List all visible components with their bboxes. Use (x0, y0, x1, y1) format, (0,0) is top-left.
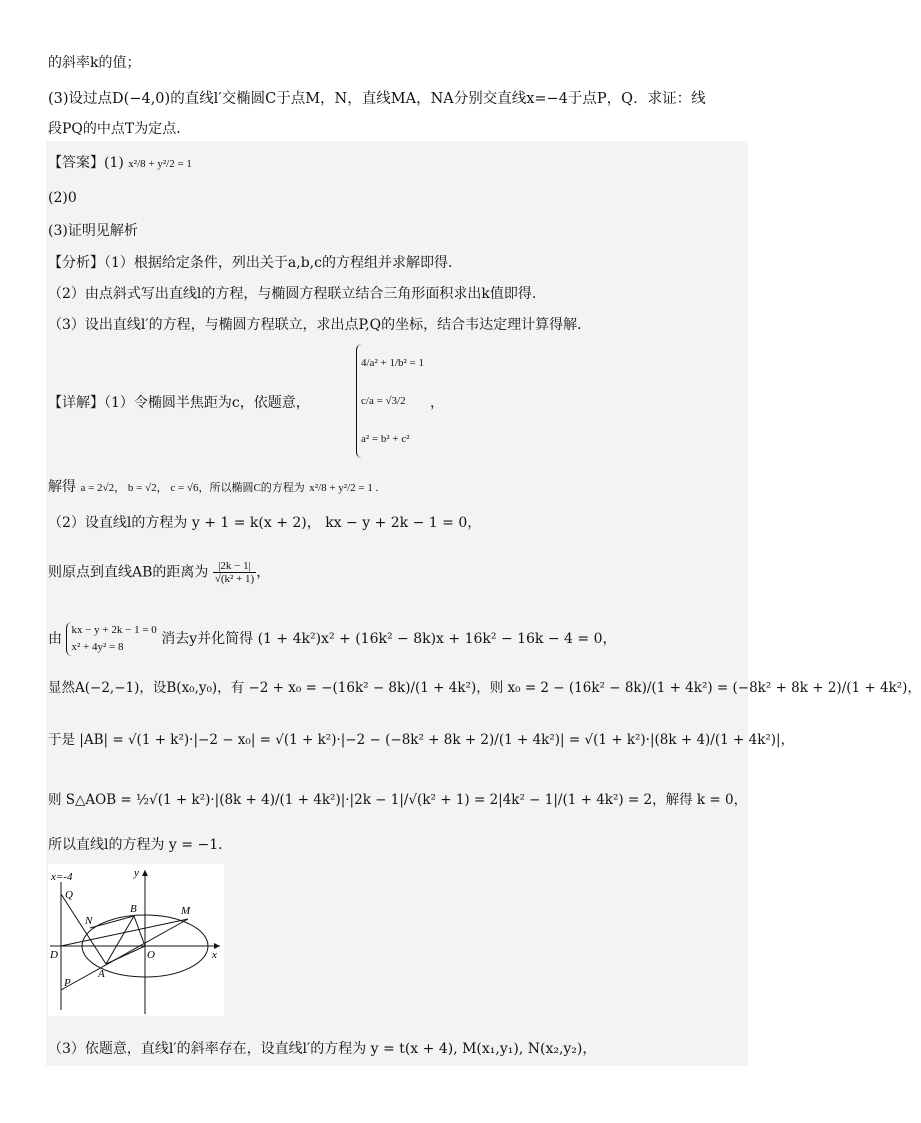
label-B: B (130, 903, 137, 915)
segment-NB (90, 916, 134, 928)
detail-heading: 【详解】（1）令椭圆半焦距为c，依题意， (48, 395, 310, 411)
solution-1 (48, 476, 378, 496)
part2-line-6: 则 S△AOB = ½√(1 + k²)·|(8k + 4)/(1 + 4k²)|·|2k − 1|/√(k² + 1) = 2|4k² − 1|/(1 + 4k²) = 2，解得 k = 0， (48, 792, 748, 808)
label-A: A (98, 968, 105, 980)
distance-numerator: |2k − 1| (213, 560, 256, 573)
part2-line-3 (48, 622, 617, 656)
solution-1-prefix: 解得 (48, 479, 76, 495)
part2-line-5: 于是 |AB| = √(1 + k²)·|−2 − x₀| = √(1 + k²)·|−2 − (−8k² + 8k + 2)/(1 + 4k²)| = √(1 + k²)·|(8k + 4)/(1 + 4k²)|， (48, 732, 795, 748)
part2-system-eq-1: kx − y + 2k − 1 = 0 (71, 624, 157, 636)
part2-line-2: 则原点到直线AB的距离为 $\frac{|2k - 1|}{\text{√(k² + 1)}}$ ， (48, 560, 271, 585)
y-axis-arrow (142, 870, 148, 876)
distance-text: 则原点到直线AB的距离为 (48, 564, 209, 581)
part2-line-3-prefix: 由 (48, 631, 62, 647)
ellipse-figure (48, 864, 224, 1016)
label-x: x (212, 949, 217, 961)
analysis-2: （2）由点斜式写出直线l的方程，与椭圆方程联立结合三角形面积求出k值即得． (48, 286, 546, 302)
label-y: y (134, 867, 139, 879)
label-O: O (147, 949, 155, 961)
analysis-heading: 【分析】（1）根据给定条件，列出关于a,b,c的方程组并求解即得． (48, 255, 462, 271)
label-N: N (85, 915, 93, 927)
part2-system-eq-2: x² + 4y² = 8 (71, 641, 124, 653)
part2-line-4: 显然A(−2,−1)，设B(x₀,y₀)，有 −2 + x₀ = −(16k² − 8k)/(1 + 4k²)，则 x₀ = 2 − (16k² − 8k)/(1 + 4k²) = (−8k² + 8k + 2)/(1 + 4k²)， (48, 680, 921, 696)
system-comma: ， (430, 395, 444, 411)
text-line-1: 的斜率k的值； (48, 55, 141, 71)
answer-3: (3)证明见解析 (48, 223, 138, 239)
solution-1-equation: x²/8 + y²/2 = 1 . (309, 482, 379, 494)
system-eq-2: c/a = √3/2 (361, 395, 406, 407)
system-of-equations (356, 344, 424, 458)
label-P: P (64, 977, 71, 989)
part3-line: （3）依题意，直线l′的斜率存在，设直线l′的方程为 y = t(x + 4), M(x₁,y₁), N(x₂,y₂)， (48, 1041, 597, 1057)
solution-1-values: a = 2√2， b = √2， c = √6，所以椭圆C的方程为 (80, 482, 305, 494)
answer-line (48, 152, 192, 172)
distance-denominator: √(k² + 1) (214, 573, 255, 585)
part2-system (66, 622, 156, 656)
system-eq-1: 4/a² + 1/b² = 1 (361, 357, 424, 369)
label-D: D (50, 949, 58, 961)
segment-BO (134, 916, 145, 946)
part2-line-7: 所以直线l的方程为 y = −1． (48, 837, 233, 853)
label-Q: Q (65, 889, 73, 901)
label-x-eq-minus-4: x=-4 (51, 871, 73, 883)
distance-fraction (213, 560, 256, 585)
ellipse-diagram (48, 864, 224, 1016)
part2-line-3-rest: 消去y并化简得 (1 + 4k²)x² + (16k² − 8k)x + 16k² − 16k − 4 = 0， (161, 631, 617, 647)
line-PM (61, 919, 188, 990)
system-eq-3: a² = b² + c² (361, 433, 410, 445)
answer-label: 【答案】(1) (48, 155, 124, 171)
label-M: M (181, 905, 191, 917)
text-line-3: 段PQ的中点T为定点． (48, 121, 191, 137)
text-line-2: (3)设过点D(−4,0)的直线l′交椭圆C于点M，N，直线MA，NA分别交直线x=−4于点P，Q．求证：线 (48, 91, 706, 107)
part2-line-1: （2）设直线l的方程为 y + 1 = k(x + 2)， kx − y + 2k − 1 = 0， (48, 515, 482, 531)
answer-2: (2)0 (48, 190, 77, 206)
analysis-3: （3）设出直线l′的方程，与椭圆方程联立，求出点P,Q的坐标，结合韦达定理计算得解． (48, 317, 592, 333)
answer-1-equation: x²/8 + y²/2 = 1 (128, 158, 192, 170)
segment-AO (106, 946, 145, 964)
